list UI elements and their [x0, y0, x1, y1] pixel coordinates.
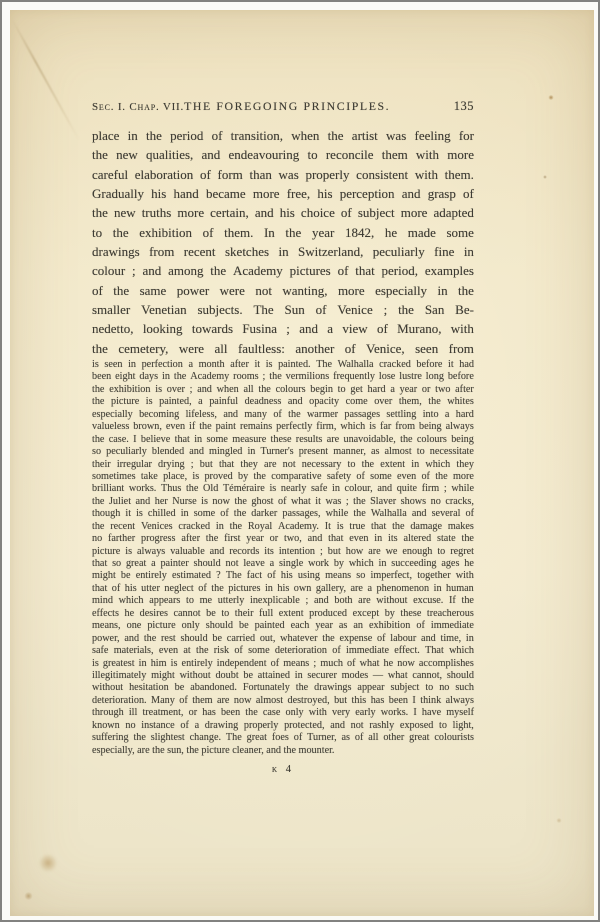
footnote-last-line — [92, 745, 474, 757]
text-line: is seen in perfection a month after it is painted. The Walhalla cracked before it had — [92, 359, 474, 370]
page-number: 135 — [453, 99, 474, 113]
text-line: might be entirely estimated ? The fact of his using means so imperfect, together with — [92, 570, 474, 582]
text-line: drawings from recent sketches in Switzerland, peculiarly fine in — [92, 244, 474, 260]
foxing-spot — [543, 175, 547, 179]
text-line: careful elaboration of form than was properly consistent with them. — [92, 166, 474, 182]
text-line: the new qualities, and endeavouring to reconcile them with more — [92, 147, 474, 163]
paper-crease — [11, 19, 80, 141]
text-line: the cemetery, were all faultless: another of Venice, seen from — [92, 340, 474, 356]
running-header — [92, 99, 474, 114]
foxing-spot — [24, 892, 33, 900]
text-line: brilliant works. Thus the Old Téméraire is nearly safe in colour, and quite firm ; while — [92, 483, 474, 495]
text-line: the Juliet and her Nurse is now the ghost of what it was ; the Slaver shows no cracks, — [92, 495, 474, 507]
text-line: safe materials, even at the risk of some deterioration of immediate effect. That which — [92, 645, 474, 657]
text-line: power, and the rest should be carried out, whatever the expense of labour and time, in — [92, 632, 474, 644]
text-line: the new truths more certain, and his choice of subject more adapted — [92, 205, 474, 221]
text-line: of the same power were not wanting, more especially in the — [92, 282, 474, 298]
text-line: to the exhibition of them. In the year 1842, he made some — [92, 224, 474, 240]
foxing-spot — [556, 818, 562, 823]
text-line: through ill treatment, or has been the case only with very early works. I have myself — [92, 707, 474, 719]
footnote-block — [92, 359, 474, 745]
text-line: place in the period of transition, when the artist was feeling for — [92, 128, 474, 143]
text-line: means, one picture only should be painted each year as an exhibition of immediate — [92, 620, 474, 632]
text-line: been eight days in the Academy rooms ; the vermilions frequently lose lustre long before — [92, 371, 474, 383]
text-line: known no instance of a drawing properly protected, and not rashly exposed to light, — [92, 719, 474, 731]
text-line: smaller Venetian subjects. The Sun of Venice ; the San Be- — [92, 302, 474, 318]
text-line: deterioration. Many of them are now almost destroyed, but this has been I think always — [92, 694, 474, 706]
text-line: valueless brown, even if the paint remains perfectly firm, which is far from being always — [92, 421, 474, 433]
text-line: sometimes take place, is proved by the comparative safety of some even of the more — [92, 470, 474, 482]
text-line: that of his utter neglect of the pictures in his own gallery, are a phenomenon in human — [92, 582, 474, 594]
text-line: the exhibition is over ; and when all the colours begin to get hard a year or two after — [92, 383, 474, 395]
text-line: nedetto, looking towards Fusina ; and a view of Murano, with — [92, 321, 474, 337]
text-line: especially, are the sun, the picture cleaner, and the mounter. — [92, 745, 335, 756]
text-line: no farther progress after the first year or two, and that even in its altered state the — [92, 533, 474, 545]
section-label: Sec. I. Chap. VII. — [92, 101, 185, 113]
text-line: so peculiarly blended and mingled in Turner's present manner, as almost to necessitate — [92, 446, 474, 458]
text-line: especially becoming lifeless, and many of the warmer passages settling into a hard — [92, 408, 474, 420]
text-line: effects he desires cannot be to their full extent produced except by these treacherous — [92, 607, 474, 619]
text-line: the case. I believe that in some measure these results are unavoidable, the colours being — [92, 433, 474, 445]
text-line: is greatest in him is entirely independent of means ; much of what he now accomplishes — [92, 657, 474, 669]
text-line: that so great a painter should not leave a single work by which in succeeding ages he — [92, 558, 474, 569]
text-line: the recent Venices cracked in the Royal Academy. It is true that the damage makes — [92, 520, 474, 532]
text-line: colour ; and among the Academy pictures of that period, examples — [92, 263, 474, 279]
text-line: the picture is painted, a painful deadness and opacity come over them, the whites — [92, 396, 474, 408]
text-line: their irregular drying ; but that they are not necessary to the extent in which they — [92, 458, 474, 470]
page-title: THE FOREGOING PRINCIPLES. — [184, 99, 391, 113]
text-line: illegitimately might without doubt be attained in securer modes — what cannot, should — [92, 669, 474, 681]
text-line: picture is always valuable and records its intention ; but how are we enough to regret — [92, 545, 474, 557]
text-line: Gradually his hand became more free, his perception and grasp of — [92, 186, 474, 202]
signature-mark: k 4 — [272, 764, 294, 775]
text-line: without hesitation be abandoned. Fortunately the drawings appear subject to no such — [92, 682, 474, 694]
foxing-spot — [548, 95, 554, 100]
body-paragraph — [92, 128, 474, 360]
book-page — [10, 10, 594, 916]
text-line: suffering the slightest change. The great foes of Turner, as of all other great colourists — [92, 732, 474, 744]
foxing-spot — [38, 854, 58, 872]
text-line: mind which appears to me utterly inexplicable ; and both are without excuse. If the — [92, 595, 474, 607]
text-line: though it is chilled in some of the darker passages, while the Walhalla and several of — [92, 508, 474, 520]
